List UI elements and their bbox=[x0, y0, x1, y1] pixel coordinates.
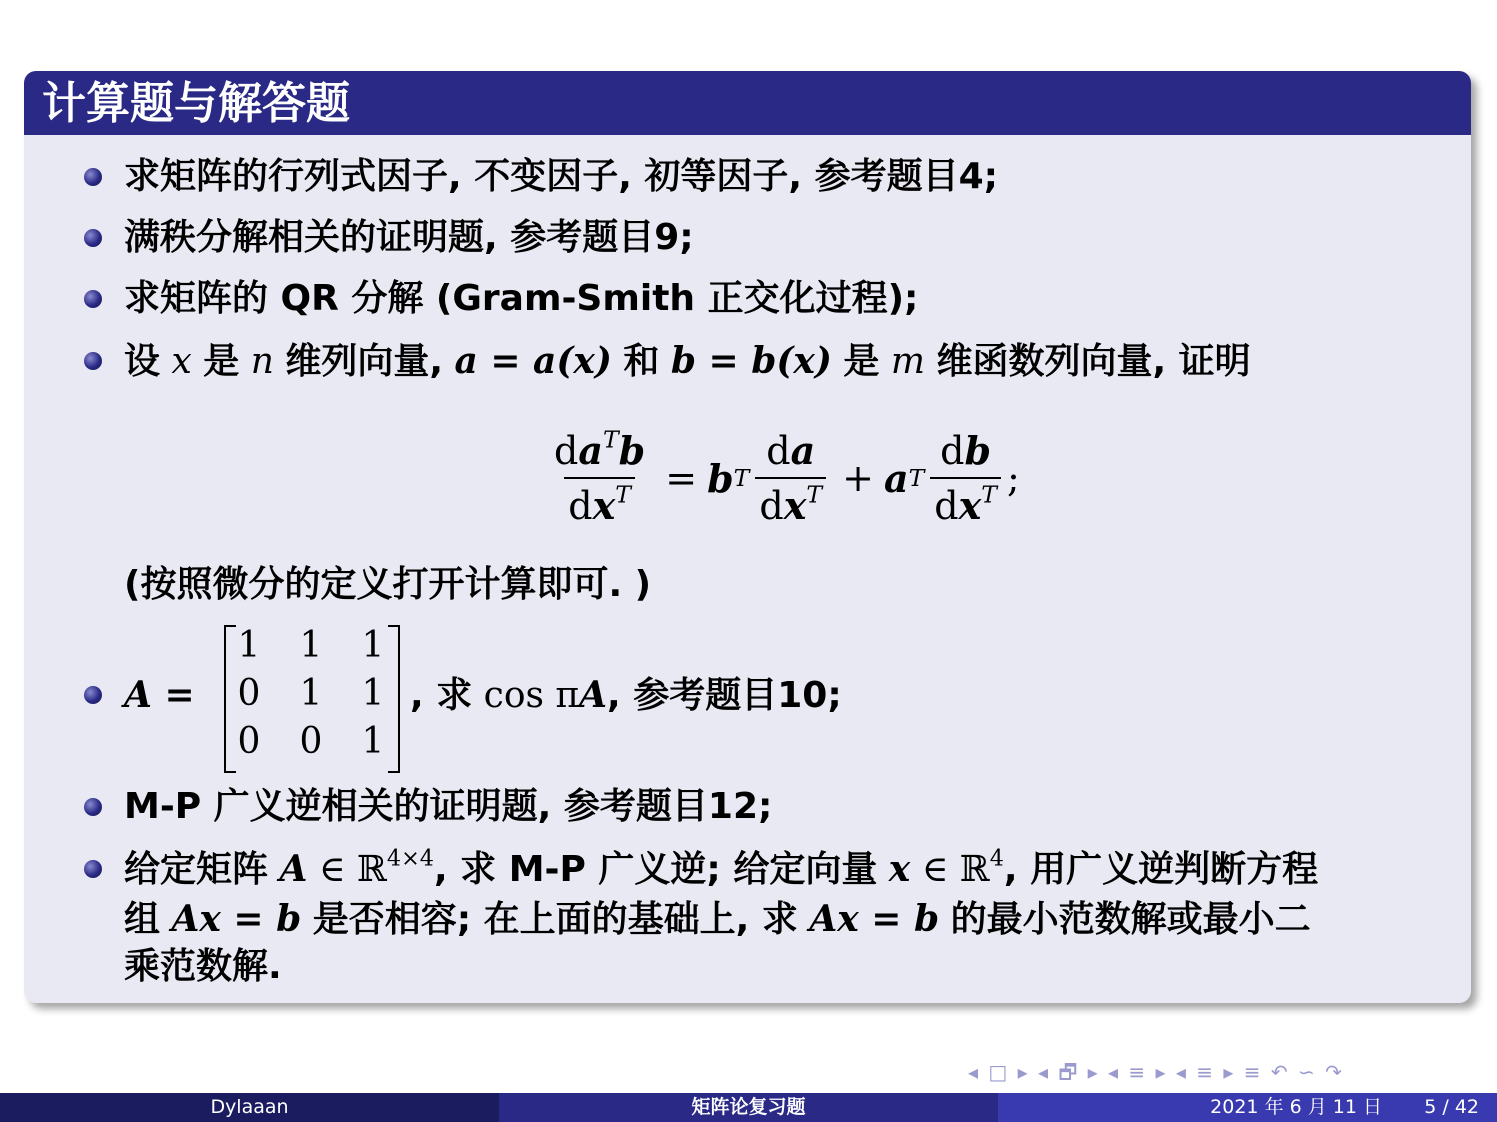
bullet-icon bbox=[84, 352, 102, 370]
math-m: m bbox=[890, 341, 925, 382]
text-segment: 组 bbox=[124, 899, 161, 940]
text-segment: 是 bbox=[843, 341, 880, 382]
math-A: A bbox=[279, 848, 308, 890]
item-text bbox=[124, 895, 1311, 944]
matrix-cell: 1 bbox=[361, 721, 385, 762]
eq-sup: T bbox=[602, 425, 619, 454]
item-text: 求矩阵的 QR 分解 (Gram-Smith 正交化过程); bbox=[124, 278, 919, 319]
math-x: x bbox=[888, 848, 911, 890]
text-segment: 维列向量, bbox=[285, 341, 444, 382]
navigation-symbols[interactable]: ◂ □ ▸ ◂ 🗗 ▸ ◂ ≡ ▸ ◂ ≡ ▸ ≡ ↶ ∽ ↷ bbox=[968, 1060, 1344, 1084]
bullet-icon bbox=[84, 860, 102, 878]
page-number: 5 / 42 bbox=[1424, 1096, 1479, 1118]
eq-text: a bbox=[883, 455, 909, 501]
math-n: n bbox=[250, 341, 274, 382]
text-segment: 给定矩阵 bbox=[124, 849, 269, 890]
matrix-cell: 1 bbox=[361, 625, 385, 666]
fraction-da: $\frac{da}{dx^T}$ bbox=[755, 428, 826, 528]
bullet-icon bbox=[84, 686, 102, 704]
text-segment: , 求 bbox=[410, 675, 473, 716]
text-segment: , 用广义逆判断方程 bbox=[1003, 849, 1319, 890]
eq-sign: = bbox=[665, 456, 698, 500]
math-b-eq: b = b(x) bbox=[670, 340, 832, 382]
matrix-cell: 1 bbox=[361, 673, 385, 714]
math-a-eq: a = a(x) bbox=[454, 340, 612, 382]
block-title: 计算题与解答题 bbox=[24, 71, 1471, 135]
eq-sup: T bbox=[981, 480, 997, 509]
text-segment: 设 bbox=[124, 341, 161, 382]
item-text bbox=[124, 671, 195, 720]
matrix-cell: 1 bbox=[299, 625, 323, 666]
text-segment: , 求 M-P 广义逆; 给定向量 bbox=[433, 849, 878, 890]
item-text: 求矩阵的行列式因子, 不变因子, 初等因子, 参考题目4; bbox=[124, 156, 999, 197]
item-note: (按照微分的定义打开计算即可. ) bbox=[124, 564, 652, 605]
math-in: ∈ ℝ bbox=[921, 849, 990, 890]
footer-date: 2021 年 6 月 11 日 bbox=[1210, 1096, 1382, 1118]
bullet-icon bbox=[84, 798, 102, 816]
text-segment: 和 bbox=[623, 341, 660, 382]
math-cos: cos π bbox=[483, 675, 580, 716]
math-sup: 4×4 bbox=[386, 845, 434, 872]
text-segment: 维函数列向量, 证明 bbox=[936, 341, 1251, 382]
eq-sup: T bbox=[615, 480, 631, 509]
matrix-cell: 0 bbox=[237, 721, 261, 762]
matrix-suffix bbox=[410, 671, 842, 720]
matrix-cell: 1 bbox=[299, 673, 323, 714]
bullet-icon bbox=[84, 168, 102, 186]
text-segment: 的最小范数解或最小二 bbox=[950, 899, 1311, 940]
item-text: 乘范数解. bbox=[124, 946, 282, 987]
matrix bbox=[224, 623, 400, 771]
footer-bar bbox=[0, 1093, 1497, 1122]
math-eq: Ax = b bbox=[171, 898, 302, 940]
footer-right bbox=[998, 1093, 1497, 1122]
math-sup: 4 bbox=[989, 845, 1004, 872]
fraction-lhs: $\frac{da^Tb}{dx^T}$ bbox=[554, 425, 646, 528]
text-segment: 是 bbox=[203, 341, 240, 382]
text-segment: , 参考题目10; bbox=[607, 675, 842, 716]
text-segment: 是否相容; 在上面的基础上, 求 bbox=[312, 899, 798, 940]
item-text bbox=[124, 845, 1318, 894]
item-text: M-P 广义逆相关的证明题, 参考题目12; bbox=[124, 786, 773, 827]
item-text: 满秩分解相关的证明题, 参考题目9; bbox=[124, 217, 694, 258]
footer-author: Dylaaan bbox=[0, 1093, 499, 1122]
eq-text: b bbox=[618, 428, 646, 473]
footer-title: 矩阵论复习题 bbox=[499, 1093, 998, 1122]
math-in: ∈ ℝ bbox=[318, 849, 387, 890]
matrix-cell: 0 bbox=[237, 673, 261, 714]
item-text bbox=[124, 337, 1251, 386]
bracket-right bbox=[388, 625, 400, 773]
eq-text: b bbox=[707, 455, 734, 501]
math-x: x bbox=[171, 341, 192, 382]
eq-sup: T bbox=[806, 480, 823, 509]
derivative-equation: $\frac{da^Tb}{dx^T}$ = b T $\frac{da}{dx^T}$ + a T $\frac{db}{dx^T}$ ; bbox=[544, 423, 1020, 533]
math-A: A bbox=[579, 674, 608, 716]
matrix-cell: 0 bbox=[299, 721, 323, 762]
bullet-icon bbox=[84, 290, 102, 308]
math-lhs: A = bbox=[124, 674, 195, 716]
matrix-cell: 1 bbox=[237, 625, 261, 666]
math-eq: Ax = b bbox=[809, 898, 940, 940]
bullet-icon bbox=[84, 229, 102, 247]
eq-sign: + bbox=[842, 456, 874, 500]
eq-end: ; bbox=[1006, 456, 1020, 500]
fraction-db: $\frac{db}{dx^T}$ bbox=[930, 428, 1001, 528]
content-block bbox=[24, 71, 1471, 1003]
